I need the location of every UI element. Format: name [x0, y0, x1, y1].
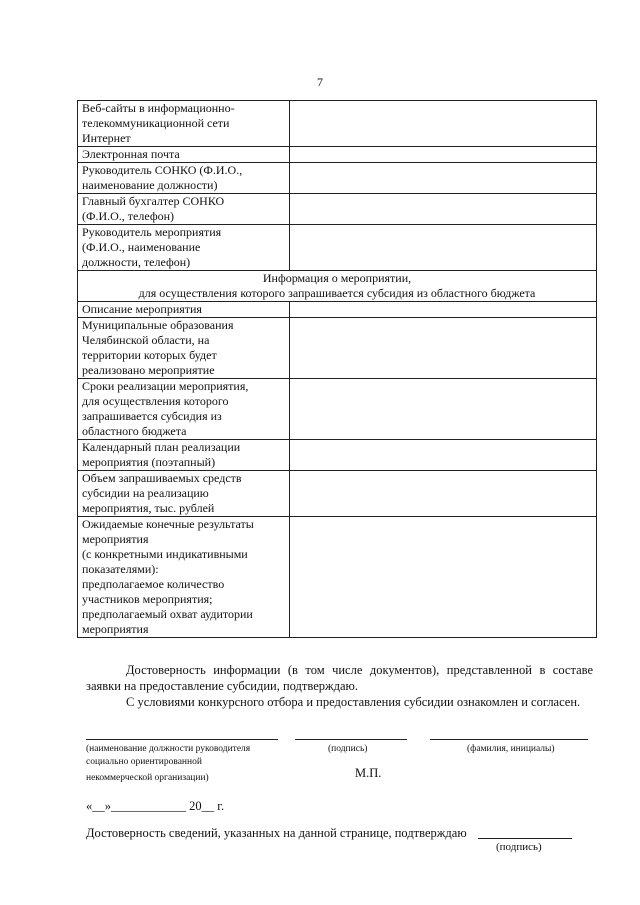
row-value-cell[interactable]	[290, 225, 597, 271]
stamp-label: М.П.	[355, 766, 382, 780]
row-value-cell[interactable]	[290, 101, 597, 147]
row-label: Ожидаемые конечные результаты мероприятия (с конкретными индикативными показателями): предполагаемое количество участников мероприятия; предполагаемый охват аудитории мероприятия	[78, 517, 290, 638]
page-confirm-text: Достоверность сведений, указанных на данной странице, подтверждаю	[86, 826, 467, 840]
section-title: Информация о мероприятии, для осуществления которого запрашивается субсидия из областного бюджета	[78, 271, 597, 302]
row-value-cell[interactable]	[290, 194, 597, 225]
row-label: Веб-сайты в информационно- телекоммуникационной сети Интернет	[78, 101, 290, 147]
signature-caption: (подпись)	[328, 744, 368, 754]
row-value-cell[interactable]	[290, 471, 597, 517]
confirm-paragraph: Достоверность информации (в том числе документов), представленной в составе заявки на предоставление субсидии, подтверждаю.	[86, 663, 593, 693]
table-row	[78, 517, 597, 638]
page-confirm-caption: (подпись)	[496, 841, 542, 853]
page-number: 7	[317, 75, 323, 89]
row-label: Сроки реализации мероприятия, для осуществления которого запрашивается субсидия из областного бюджета	[78, 379, 290, 440]
table-row	[78, 318, 597, 379]
row-value-cell[interactable]	[290, 302, 597, 318]
section-header-row	[78, 271, 597, 302]
row-value-cell[interactable]	[290, 163, 597, 194]
date-line: «__»____________ 20__ г.	[86, 799, 225, 813]
table-row	[78, 101, 597, 147]
table-row	[78, 440, 597, 471]
name-line[interactable]	[430, 739, 588, 740]
table-row	[78, 471, 597, 517]
row-value-cell[interactable]	[290, 147, 597, 163]
position-line[interactable]	[86, 739, 278, 740]
row-label: Муниципальные образования Челябинской области, на территории которых будет реализовано мероприятие	[78, 318, 290, 379]
row-label: Руководитель СОНКО (Ф.И.О., наименование должности)	[78, 163, 290, 194]
row-value-cell[interactable]	[290, 440, 597, 471]
table-row	[78, 147, 597, 163]
application-form-table	[77, 100, 597, 638]
row-value-cell[interactable]	[290, 517, 597, 638]
row-label: Календарный план реализации мероприятия (поэтапный)	[78, 440, 290, 471]
row-value-cell[interactable]	[290, 318, 597, 379]
row-label: Объем запрашиваемых средств субсидии на реализацию мероприятия, тыс. рублей	[78, 471, 290, 517]
table-row	[78, 194, 597, 225]
table-row	[78, 163, 597, 194]
table-row	[78, 225, 597, 271]
row-label: Описание мероприятия	[78, 302, 290, 318]
page-confirm-signature-line[interactable]	[478, 838, 572, 839]
row-value-cell[interactable]	[290, 379, 597, 440]
row-label: Главный бухгалтер СОНКО (Ф.И.О., телефон)	[78, 194, 290, 225]
row-label: Руководитель мероприятия (Ф.И.О., наименование должности, телефон)	[78, 225, 290, 271]
conditions-paragraph: С условиями конкурсного отбора и предоставления субсидии ознакомлен и согласен.	[126, 695, 581, 709]
row-label: Электронная почта	[78, 147, 290, 163]
table-row	[78, 379, 597, 440]
table-row	[78, 302, 597, 318]
signature-line[interactable]	[295, 739, 407, 740]
position-caption: (наименование должности руководителя социально ориентированной некоммерческой организации)	[86, 744, 251, 783]
name-caption: (фамилия, инициалы)	[467, 744, 555, 754]
